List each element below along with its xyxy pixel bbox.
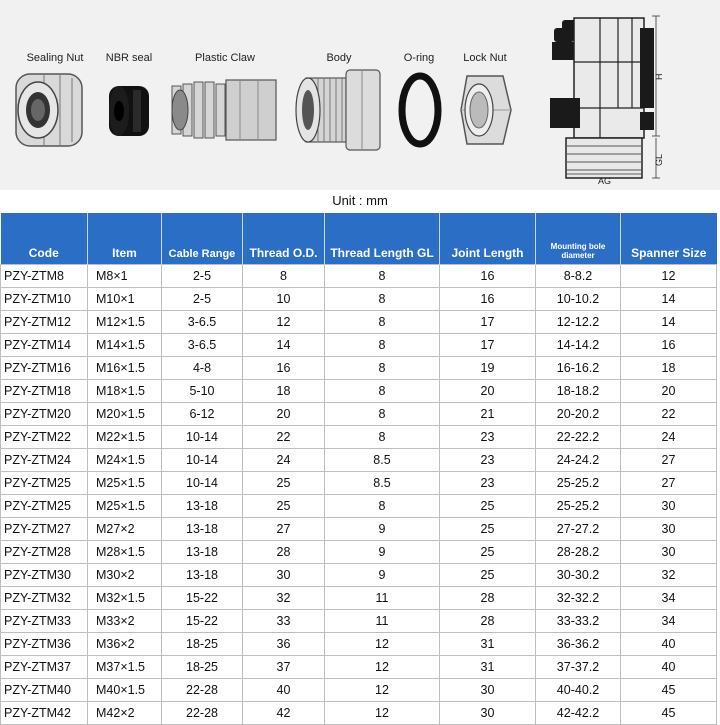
cell-joint-length: 25	[440, 518, 536, 541]
header-cable-range: Cable Range	[162, 213, 243, 265]
cell-cable-range: 18-25	[162, 633, 243, 656]
cell-item: M42×2	[88, 702, 162, 725]
cell-mounting-diameter: 42-42.2	[536, 702, 621, 725]
cell-thread-length: 8	[325, 334, 440, 357]
cell-thread-length: 12	[325, 633, 440, 656]
cell-mounting-diameter: 36-36.2	[536, 633, 621, 656]
cell-mounting-diameter: 22-22.2	[536, 426, 621, 449]
cell-spanner-size: 34	[621, 610, 717, 633]
cell-code: PZY-ZTM33	[1, 610, 88, 633]
cell-joint-length: 16	[440, 265, 536, 288]
cell-joint-length: 25	[440, 495, 536, 518]
cell-cable-range: 15-22	[162, 610, 243, 633]
cell-item: M22×1.5	[88, 426, 162, 449]
cell-cable-range: 22-28	[162, 679, 243, 702]
h-label: H	[654, 73, 664, 80]
cell-thread-length: 9	[325, 564, 440, 587]
cell-mounting-diameter: 24-24.2	[536, 449, 621, 472]
cell-mounting-diameter: 18-18.2	[536, 380, 621, 403]
cell-thread-length: 8.5	[325, 449, 440, 472]
table-row	[1, 587, 717, 610]
cell-cable-range: 5-10	[162, 380, 243, 403]
cell-code: PZY-ZTM37	[1, 656, 88, 679]
table-row	[1, 472, 717, 495]
table-row	[1, 403, 717, 426]
cell-thread-od: 28	[243, 541, 325, 564]
cell-code: PZY-ZTM8	[1, 265, 88, 288]
cell-cable-range: 13-18	[162, 518, 243, 541]
cell-spanner-size: 40	[621, 656, 717, 679]
cell-thread-length: 8	[325, 311, 440, 334]
cell-thread-od: 8	[243, 265, 325, 288]
header-thread-length: Thread Length GL	[325, 213, 440, 265]
cell-joint-length: 28	[440, 610, 536, 633]
spec-table	[0, 213, 717, 725]
cell-joint-length: 23	[440, 472, 536, 495]
cell-thread-od: 37	[243, 656, 325, 679]
table-body	[1, 265, 717, 725]
table-row	[1, 656, 717, 679]
cell-item: M27×2	[88, 518, 162, 541]
table-header-row	[1, 213, 717, 265]
cell-joint-length: 20	[440, 380, 536, 403]
cell-thread-od: 20	[243, 403, 325, 426]
cell-code: PZY-ZTM28	[1, 541, 88, 564]
cell-item: M20×1.5	[88, 403, 162, 426]
cell-cable-range: 6-12	[162, 403, 243, 426]
cell-code: PZY-ZTM36	[1, 633, 88, 656]
cell-thread-od: 16	[243, 357, 325, 380]
cell-item: M40×1.5	[88, 679, 162, 702]
cell-spanner-size: 40	[621, 633, 717, 656]
cell-code: PZY-ZTM10	[1, 288, 88, 311]
cell-cable-range: 2-5	[162, 265, 243, 288]
cell-thread-length: 8.5	[325, 472, 440, 495]
cell-joint-length: 25	[440, 541, 536, 564]
cell-item: M36×2	[88, 633, 162, 656]
cell-thread-od: 40	[243, 679, 325, 702]
cell-thread-od: 32	[243, 587, 325, 610]
cell-cable-range: 18-25	[162, 656, 243, 679]
table-row	[1, 288, 717, 311]
part-label-body: Body	[326, 52, 352, 64]
part-label-lock-nut: Lock Nut	[463, 52, 507, 64]
cell-code: PZY-ZTM25	[1, 472, 88, 495]
table-row	[1, 449, 717, 472]
nbr-seal-icon	[103, 68, 155, 152]
cell-spanner-size: 12	[621, 265, 717, 288]
body-icon	[292, 68, 384, 152]
table-row	[1, 357, 717, 380]
cell-spanner-size: 30	[621, 541, 717, 564]
cell-joint-length: 17	[440, 311, 536, 334]
cell-code: PZY-ZTM22	[1, 426, 88, 449]
cell-spanner-size: 24	[621, 426, 717, 449]
header-item: Item	[88, 213, 162, 265]
cell-joint-length: 28	[440, 587, 536, 610]
cell-code: PZY-ZTM20	[1, 403, 88, 426]
cell-cable-range: 10-14	[162, 472, 243, 495]
cell-mounting-diameter: 27-27.2	[536, 518, 621, 541]
cell-thread-length: 12	[325, 656, 440, 679]
cell-spanner-size: 14	[621, 288, 717, 311]
cell-cable-range: 22-28	[162, 702, 243, 725]
cell-item: M30×2	[88, 564, 162, 587]
cell-thread-length: 8	[325, 403, 440, 426]
cell-item: M32×1.5	[88, 587, 162, 610]
cell-spanner-size: 20	[621, 380, 717, 403]
cell-cable-range: 3-6.5	[162, 334, 243, 357]
plastic-claw-icon	[168, 68, 280, 152]
cell-thread-length: 8	[325, 357, 440, 380]
cell-spanner-size: 45	[621, 679, 717, 702]
cell-cable-range: 2-5	[162, 288, 243, 311]
cell-thread-od: 22	[243, 426, 325, 449]
cell-item: M24×1.5	[88, 449, 162, 472]
cell-thread-length: 8	[325, 288, 440, 311]
cell-spanner-size: 27	[621, 472, 717, 495]
part-label-sealing-nut: Sealing Nut	[26, 52, 84, 64]
table-row	[1, 541, 717, 564]
table-row	[1, 610, 717, 633]
cell-cable-range: 13-18	[162, 495, 243, 518]
cell-code: PZY-ZTM12	[1, 311, 88, 334]
cell-thread-od: 18	[243, 380, 325, 403]
cell-mounting-diameter: 16-16.2	[536, 357, 621, 380]
cell-joint-length: 31	[440, 656, 536, 679]
cell-item: M8×1	[88, 265, 162, 288]
cell-joint-length: 23	[440, 449, 536, 472]
cell-spanner-size: 45	[621, 702, 717, 725]
cell-item: M25×1.5	[88, 495, 162, 518]
cell-thread-od: 42	[243, 702, 325, 725]
cell-spanner-size: 32	[621, 564, 717, 587]
cell-mounting-diameter: 25-25.2	[536, 472, 621, 495]
cell-item: M25×1.5	[88, 472, 162, 495]
part-label-plastic-claw: Plastic Claw	[195, 52, 255, 64]
cell-spanner-size: 18	[621, 357, 717, 380]
table-row	[1, 495, 717, 518]
table-row	[1, 380, 717, 403]
cell-thread-length: 8	[325, 380, 440, 403]
cell-joint-length: 30	[440, 702, 536, 725]
cell-mounting-diameter: 33-33.2	[536, 610, 621, 633]
cell-item: M14×1.5	[88, 334, 162, 357]
cell-cable-range: 10-14	[162, 426, 243, 449]
cell-thread-od: 24	[243, 449, 325, 472]
cell-code: PZY-ZTM30	[1, 564, 88, 587]
cell-joint-length: 19	[440, 357, 536, 380]
cell-item: M28×1.5	[88, 541, 162, 564]
cell-mounting-diameter: 8-8.2	[536, 265, 621, 288]
cell-mounting-diameter: 14-14.2	[536, 334, 621, 357]
cell-thread-od: 30	[243, 564, 325, 587]
header-mounting-diameter: Mounting bole diameter	[536, 213, 621, 265]
table-row	[1, 426, 717, 449]
cell-mounting-diameter: 37-37.2	[536, 656, 621, 679]
cell-code: PZY-ZTM14	[1, 334, 88, 357]
header-joint-length: Joint Length	[440, 213, 536, 265]
lock-nut-icon	[457, 68, 513, 152]
cell-mounting-diameter: 20-20.2	[536, 403, 621, 426]
part-label-nbr-seal: NBR seal	[105, 52, 153, 64]
cell-mounting-diameter: 10-10.2	[536, 288, 621, 311]
cell-code: PZY-ZTM32	[1, 587, 88, 610]
cell-mounting-diameter: 25-25.2	[536, 495, 621, 518]
cell-code: PZY-ZTM16	[1, 357, 88, 380]
header-spanner-size: Spanner Size	[621, 213, 717, 265]
table-row	[1, 311, 717, 334]
cell-mounting-diameter: 40-40.2	[536, 679, 621, 702]
cell-joint-length: 16	[440, 288, 536, 311]
cell-code: PZY-ZTM40	[1, 679, 88, 702]
cell-item: M18×1.5	[88, 380, 162, 403]
gl-label: GL	[654, 153, 664, 166]
cell-cable-range: 4-8	[162, 357, 243, 380]
cell-item: M16×1.5	[88, 357, 162, 380]
cell-item: M33×2	[88, 610, 162, 633]
cell-thread-length: 11	[325, 587, 440, 610]
table-row	[1, 702, 717, 725]
cell-code: PZY-ZTM25	[1, 495, 88, 518]
cell-spanner-size: 16	[621, 334, 717, 357]
cell-spanner-size: 30	[621, 495, 717, 518]
cell-thread-od: 12	[243, 311, 325, 334]
cell-joint-length: 30	[440, 679, 536, 702]
ag-label: AG	[598, 176, 612, 186]
cell-thread-od: 14	[243, 334, 325, 357]
cell-thread-length: 8	[325, 495, 440, 518]
cell-thread-od: 10	[243, 288, 325, 311]
cell-code: PZY-ZTM18	[1, 380, 88, 403]
unit-label: Unit : mm	[332, 193, 388, 208]
table-row	[1, 564, 717, 587]
cell-joint-length: 23	[440, 426, 536, 449]
cell-joint-length: 31	[440, 633, 536, 656]
cell-cable-range: 13-18	[162, 541, 243, 564]
cell-mounting-diameter: 30-30.2	[536, 564, 621, 587]
cell-mounting-diameter: 28-28.2	[536, 541, 621, 564]
cell-joint-length: 25	[440, 564, 536, 587]
table-row	[1, 679, 717, 702]
cell-cable-range: 15-22	[162, 587, 243, 610]
cell-joint-length: 17	[440, 334, 536, 357]
cell-item: M12×1.5	[88, 311, 162, 334]
sealing-nut-icon	[14, 68, 94, 152]
cell-mounting-diameter: 32-32.2	[536, 587, 621, 610]
cell-cable-range: 13-18	[162, 564, 243, 587]
table-row	[1, 518, 717, 541]
parts-panel	[0, 0, 720, 190]
cell-code: PZY-ZTM24	[1, 449, 88, 472]
cell-spanner-size: 27	[621, 449, 717, 472]
o-ring-icon	[397, 68, 443, 152]
cell-thread-length: 8	[325, 265, 440, 288]
cell-joint-length: 21	[440, 403, 536, 426]
cell-thread-length: 11	[325, 610, 440, 633]
table-row	[1, 633, 717, 656]
header-thread-od: Thread O.D.	[243, 213, 325, 265]
cell-cable-range: 10-14	[162, 449, 243, 472]
cell-thread-length: 9	[325, 541, 440, 564]
dimension-diagram	[540, 8, 720, 188]
cell-spanner-size: 14	[621, 311, 717, 334]
cell-thread-od: 36	[243, 633, 325, 656]
cell-thread-od: 27	[243, 518, 325, 541]
cell-spanner-size: 30	[621, 518, 717, 541]
cell-code: PZY-ZTM27	[1, 518, 88, 541]
cell-mounting-diameter: 12-12.2	[536, 311, 621, 334]
cell-code: PZY-ZTM42	[1, 702, 88, 725]
cell-thread-length: 9	[325, 518, 440, 541]
cell-spanner-size: 34	[621, 587, 717, 610]
part-label-o-ring: O-ring	[403, 52, 435, 64]
cell-item: M37×1.5	[88, 656, 162, 679]
table-row	[1, 334, 717, 357]
cell-thread-length: 8	[325, 426, 440, 449]
cell-thread-od: 33	[243, 610, 325, 633]
cell-thread-od: 25	[243, 495, 325, 518]
cell-cable-range: 3-6.5	[162, 311, 243, 334]
header-code: Code	[1, 213, 88, 265]
table-row	[1, 265, 717, 288]
cell-thread-od: 25	[243, 472, 325, 495]
cell-spanner-size: 22	[621, 403, 717, 426]
cell-item: M10×1	[88, 288, 162, 311]
cell-thread-length: 12	[325, 679, 440, 702]
cell-thread-length: 12	[325, 702, 440, 725]
